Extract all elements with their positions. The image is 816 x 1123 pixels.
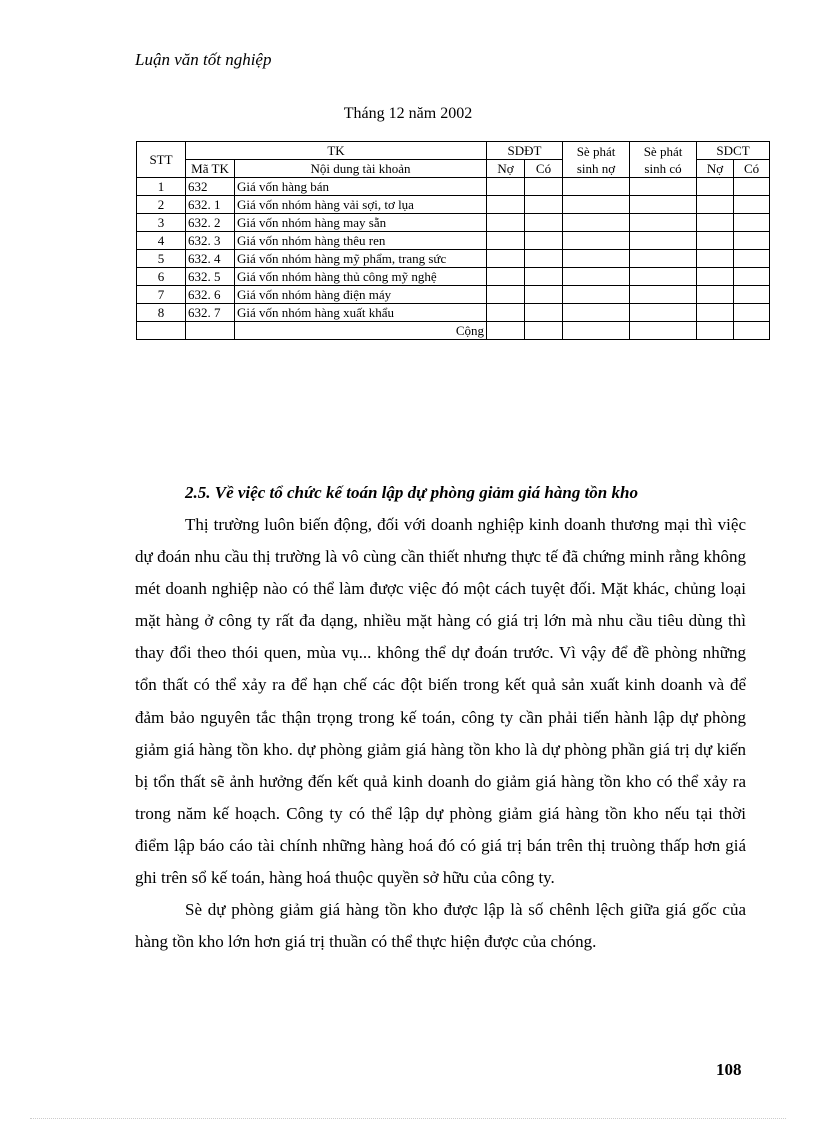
account-table (136, 141, 770, 340)
row-account-code: 632 (186, 178, 235, 196)
row-account-code: 632. 3 (186, 232, 235, 250)
table-row (137, 232, 770, 250)
row-stt: 6 (137, 268, 186, 286)
table-row (137, 250, 770, 268)
table-row (137, 178, 770, 196)
row-account-code: 632. 2 (186, 214, 235, 232)
body-text (135, 509, 746, 958)
row-account-code: 632. 6 (186, 286, 235, 304)
header-se-phat-sinh-no: Sè phát sinh nợ (563, 142, 630, 178)
row-account-name: Giá vốn nhóm hàng mỹ phẩm, trang sức (235, 250, 487, 268)
row-account-name: Giá vốn nhóm hàng vải sợi, tơ lụa (235, 196, 487, 214)
header-sdct-no: Nợ (697, 160, 734, 178)
section-heading: 2.5. Về việc tổ chức kế toán lập dự phòng giảm giá hàng tồn kho (185, 483, 638, 502)
row-stt: 2 (137, 196, 186, 214)
row-account-code: 632. 7 (186, 304, 235, 322)
row-stt: 3 (137, 214, 186, 232)
table-row (137, 214, 770, 232)
header-sddt-no: Nợ (487, 160, 525, 178)
header-tk: TK (186, 142, 487, 160)
header-sddt: SDĐT (487, 142, 563, 160)
row-stt: 5 (137, 250, 186, 268)
running-header: Luận văn tốt nghiệp (135, 50, 272, 69)
header-ma-tk: Mã TK (186, 160, 235, 178)
table-title: Tháng 12 năm 2002 (343, 105, 473, 122)
row-account-name: Giá vốn nhóm hàng điện máy (235, 286, 487, 304)
header-stt: STT (137, 142, 186, 178)
table-row (137, 286, 770, 304)
header-sdct: SDCT (697, 142, 770, 160)
row-stt: 1 (137, 178, 186, 196)
total-label: Cộng (235, 322, 487, 340)
total-row (137, 322, 770, 340)
footer-divider (30, 1118, 786, 1119)
row-stt: 8 (137, 304, 186, 322)
row-account-name: Giá vốn nhóm hàng may sẵn (235, 214, 487, 232)
table-row (137, 196, 770, 214)
header-sdct-co: Có (734, 160, 770, 178)
row-account-code: 632. 4 (186, 250, 235, 268)
table-row (137, 268, 770, 286)
paragraph: Thị trường luôn biến động, đối với doanh nghiệp kinh doanh thương mại thì việc dự đoán nhu cầu thị trường là vô cùng cần thiết nhưng thực tế đã chứng minh rằng không mét doanh nghiệp nào có thể làm được việc đó một cách tuyệt đối. Mặt khác, chủng loại mặt hàng ở công ty rất đa dạng, nhiều mặt hàng có giá trị lớn mà nhu cầu tiêu dùng thì thay đổi theo thói quen, mùa vụ... không thể dự đoán trước. Vì vậy để đề phòng những tổn thất có thể xảy ra để hạn chế các đột biến trong kết quả sản xuất kinh doanh và để đảm bảo nguyên tắc thận trọng trong kế toán, công ty cần phải tiến hành lập dự phòng giảm giá hàng tồn kho. dự phòng giảm giá hàng tồn kho là dự phòng phần giá trị dự kiến bị tổn thất sẽ ảnh hưởng đến kết quả kinh doanh do giảm giá hàng tồn kho có thể xảy ra trong năm kế hoạch. Công ty có thể lập dự phòng giảm giá hàng tồn kho nếu tại thời điểm lập báo cáo tài chính những hàng hoá đó có giá trị bán trên thị truòng thấp hơn giá ghi trên sổ kế toán, hàng hoá thuộc quyền sở hữu của công ty. (135, 515, 746, 888)
row-account-code: 632. 1 (186, 196, 235, 214)
header-noi-dung: Nội dung tài khoản (235, 160, 487, 178)
paragraph: Sè dự phòng giảm giá hàng tồn kho được lập là số chênh lệch giữa giá gốc của hàng tồn kho lớn hơn giá trị thuần có thể thực hiện được của chóng. (135, 900, 746, 952)
row-stt: 4 (137, 232, 186, 250)
row-account-name: Giá vốn nhóm hàng thêu ren (235, 232, 487, 250)
header-se-phat-sinh-co: Sè phát sinh có (630, 142, 697, 178)
row-account-code: 632. 5 (186, 268, 235, 286)
page-number: 108 (716, 1060, 742, 1079)
row-account-name: Giá vốn nhóm hàng xuất khẩu (235, 304, 487, 322)
table-row (137, 304, 770, 322)
header-sddt-co: Có (525, 160, 563, 178)
row-account-name: Giá vốn hàng bán (235, 178, 487, 196)
row-account-name: Giá vốn nhóm hàng thủ công mỹ nghệ (235, 268, 487, 286)
row-stt: 7 (137, 286, 186, 304)
